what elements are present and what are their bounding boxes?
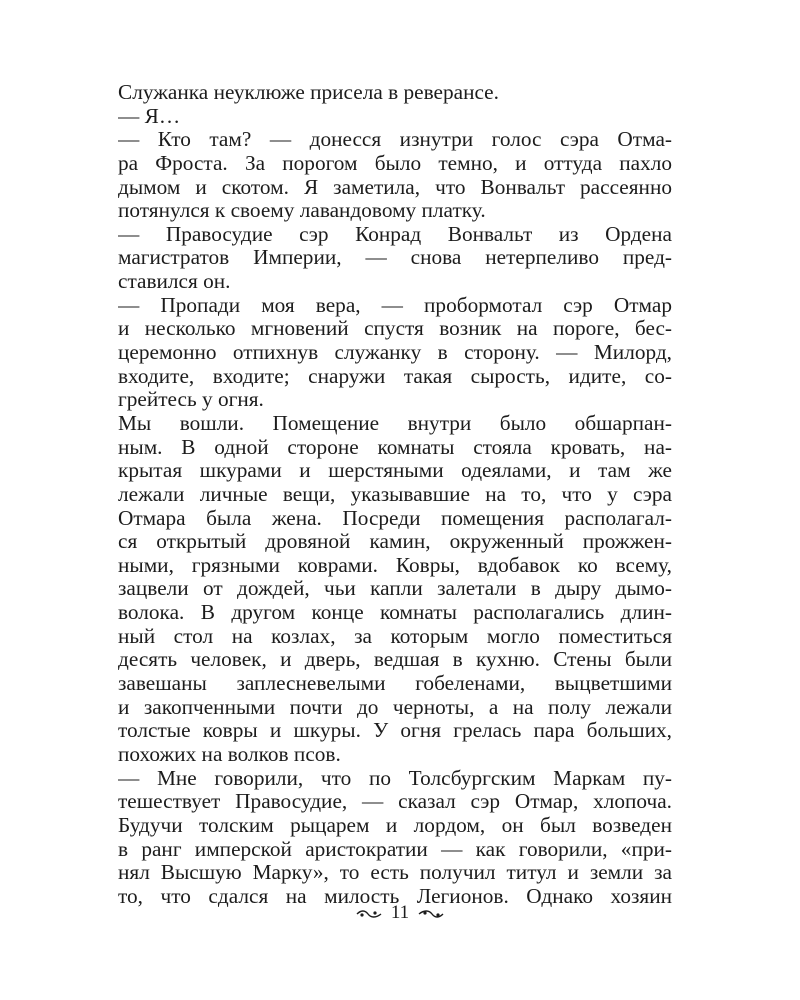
right-ornament-icon: [418, 909, 444, 919]
text-line: лежали личные вещи, указывавшие на то, что у сэра: [118, 482, 672, 506]
text-line: грейтесь у огня.: [118, 388, 264, 412]
text-line: Мы вошли. Помещение внутри было обшарпан-: [118, 411, 672, 435]
text-line: крытая шкурами и шерстяными одеялами, и там же: [118, 459, 672, 483]
text-line: — Пропади моя вера, — пробормотал сэр Отмар: [118, 293, 672, 317]
text-line: десять человек, и дверь, ведшая в кухню. Стены были: [118, 648, 672, 672]
text-line: ра Фроста. За порогом было темно, и оттуда пахло: [118, 151, 672, 175]
text-line: магистратов Империи, — снова нетерпеливо пред-: [118, 246, 672, 270]
text-line: и закопченными почти до черноты, а на полу лежали: [118, 695, 672, 719]
text-line: — Правосудие сэр Конрад Вонвальт из Ордена: [118, 222, 672, 246]
text-line: ставился он.: [118, 270, 231, 294]
text-line: завешаны заплесневелыми гобеленами, выцветшими: [118, 672, 672, 696]
text-line: — Кто там? — донесся изнутри голос сэра Отма-: [118, 128, 672, 152]
text-line: Будучи толским рыцарем и лордом, он был возведен: [118, 813, 672, 837]
text-line: тешествует Правосудие, — сказал сэр Отмар, хлопоча.: [118, 790, 672, 814]
text-line: потянулся к своему лавандовому платку.: [118, 199, 486, 223]
page-number: 11: [390, 902, 410, 923]
text-line: Служанка неуклюже присела в реверансе.: [118, 81, 499, 104]
text-line: ным. В одной стороне комнаты стояла кровать, на-: [118, 435, 672, 459]
text-line: церемонно отпихнув служанку в сторону. — Милорд,: [118, 341, 672, 365]
text-line: в ранг имперской аристократии — как говорили, «при-: [118, 837, 672, 861]
text-line: ный стол на козлах, за которым могло поместиться: [118, 624, 672, 648]
text-line: — Мне говорили, что по Толсбургским Маркам пу-: [118, 766, 672, 790]
text-line: Отмара была жена. Посреди помещения располагал-: [118, 506, 672, 530]
text-line: дымом и скотом. Я заметила, что Вонвальт рассеянно: [118, 175, 672, 199]
text-line: входите, входите; снаружи такая сырость, идите, со-: [118, 364, 672, 388]
text-line: зацвели от дождей, чьи капли залетали в дыру дымо-: [118, 577, 672, 601]
text-line: похожих на волков псов.: [118, 742, 341, 766]
text-line: нял Высшую Марку», то есть получил титул и земли за: [118, 861, 672, 885]
text-line: то, что сдался на милость Легионов. Однако хозяин: [118, 884, 672, 908]
page-body: [118, 81, 672, 908]
page-number-footer: [0, 901, 800, 925]
text-line: ся открытый дровяной камин, окруженный прожжен-: [118, 530, 672, 554]
left-ornament-icon: [356, 909, 382, 919]
text-line: толстые ковры и шкуры. У огня грелась пара больших,: [118, 719, 672, 743]
text-line: — Я…: [118, 104, 181, 128]
text-line: волока. В другом конце комнаты располагались длин-: [118, 601, 672, 625]
text-line: ными, грязными коврами. Ковры, вдобавок ко всему,: [118, 553, 672, 577]
text-line: и несколько мгновений спустя возник на пороге, бес-: [118, 317, 672, 341]
